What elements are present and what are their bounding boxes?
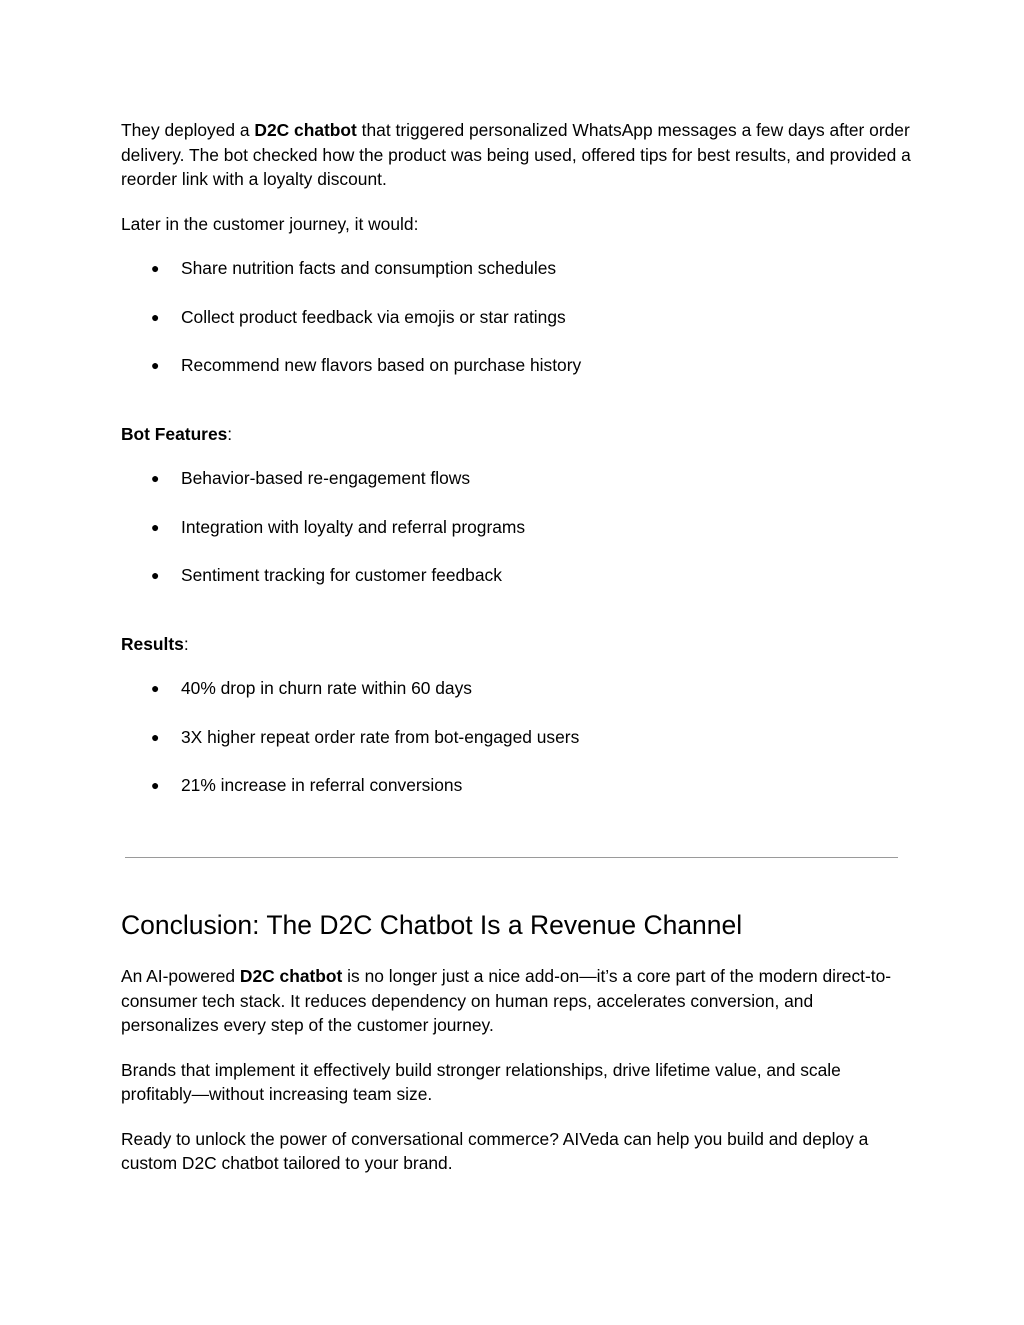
results-label: Results: <box>121 633 189 654</box>
bullet-icon: ● <box>151 777 160 793</box>
list-item: ● 3X higher repeat order rate from bot-engaged users <box>121 725 911 750</box>
bot-features-label: Bot Features: <box>121 423 233 444</box>
list-item: ● Integration with loyalty and referral programs <box>121 515 911 540</box>
features-list <box>121 466 911 588</box>
journey-list <box>121 256 911 378</box>
bullet-icon: ● <box>151 260 160 276</box>
list-item: ● Recommend new flavors based on purchase history <box>121 353 911 378</box>
conclusion-heading: Conclusion: The D2C Chatbot Is a Revenue Channel <box>121 910 743 940</box>
bullet-icon: ● <box>151 728 160 745</box>
intro-paragraph: They deployed a D2C chatbot that triggered personalized WhatsApp messages a few days after order delivery. The bot checked how the product was being used, offered tips for best results, and provided a reorder link with a loyalty discount. <box>121 120 911 189</box>
list-item: ● Collect product feedback via emojis or star ratings <box>121 305 911 330</box>
bullet-icon: ● <box>151 680 160 696</box>
list-item: ● Sentiment tracking for customer feedback <box>121 563 911 588</box>
section-divider <box>125 857 898 858</box>
bullet-icon: ● <box>151 308 160 325</box>
document-body <box>121 118 911 822</box>
conclusion-paragraph-2: Brands that implement it effectively build stronger relationships, drive lifetime value, and scale profitably—without increasing team size. <box>121 1059 841 1104</box>
list-item: ● Behavior-based re-engagement flows <box>121 466 911 491</box>
intro-bold-term: D2C chatbot <box>254 120 357 140</box>
conclusion-section <box>121 906 911 1196</box>
bullet-icon: ● <box>151 470 160 486</box>
list-item: ● 40% drop in churn rate within 60 days <box>121 676 911 701</box>
bullet-icon: ● <box>151 567 160 583</box>
bullet-icon: ● <box>151 518 160 535</box>
list-item: ● 21% increase in referral conversions <box>121 773 911 798</box>
results-list <box>121 676 911 798</box>
journey-lead-paragraph: Later in the customer journey, it would: <box>121 213 419 234</box>
list-item: ● Share nutrition facts and consumption schedules <box>121 256 911 281</box>
bullet-icon: ● <box>151 357 160 373</box>
conclusion-bold-term: D2C chatbot <box>239 966 343 986</box>
conclusion-paragraph-3: Ready to unlock the power of conversational commerce? AIVeda can help you build and deploy a custom D2C chatbot tailored to your brand. <box>121 1128 869 1173</box>
conclusion-paragraph-1: An AI-powered D2C chatbot is no longer just a nice add-on—it’s a core part of the modern direct-to-consumer tech stack. It reduces dependency on human reps, accelerates conversion, and personalizes every step of the customer journey. <box>121 966 892 1035</box>
